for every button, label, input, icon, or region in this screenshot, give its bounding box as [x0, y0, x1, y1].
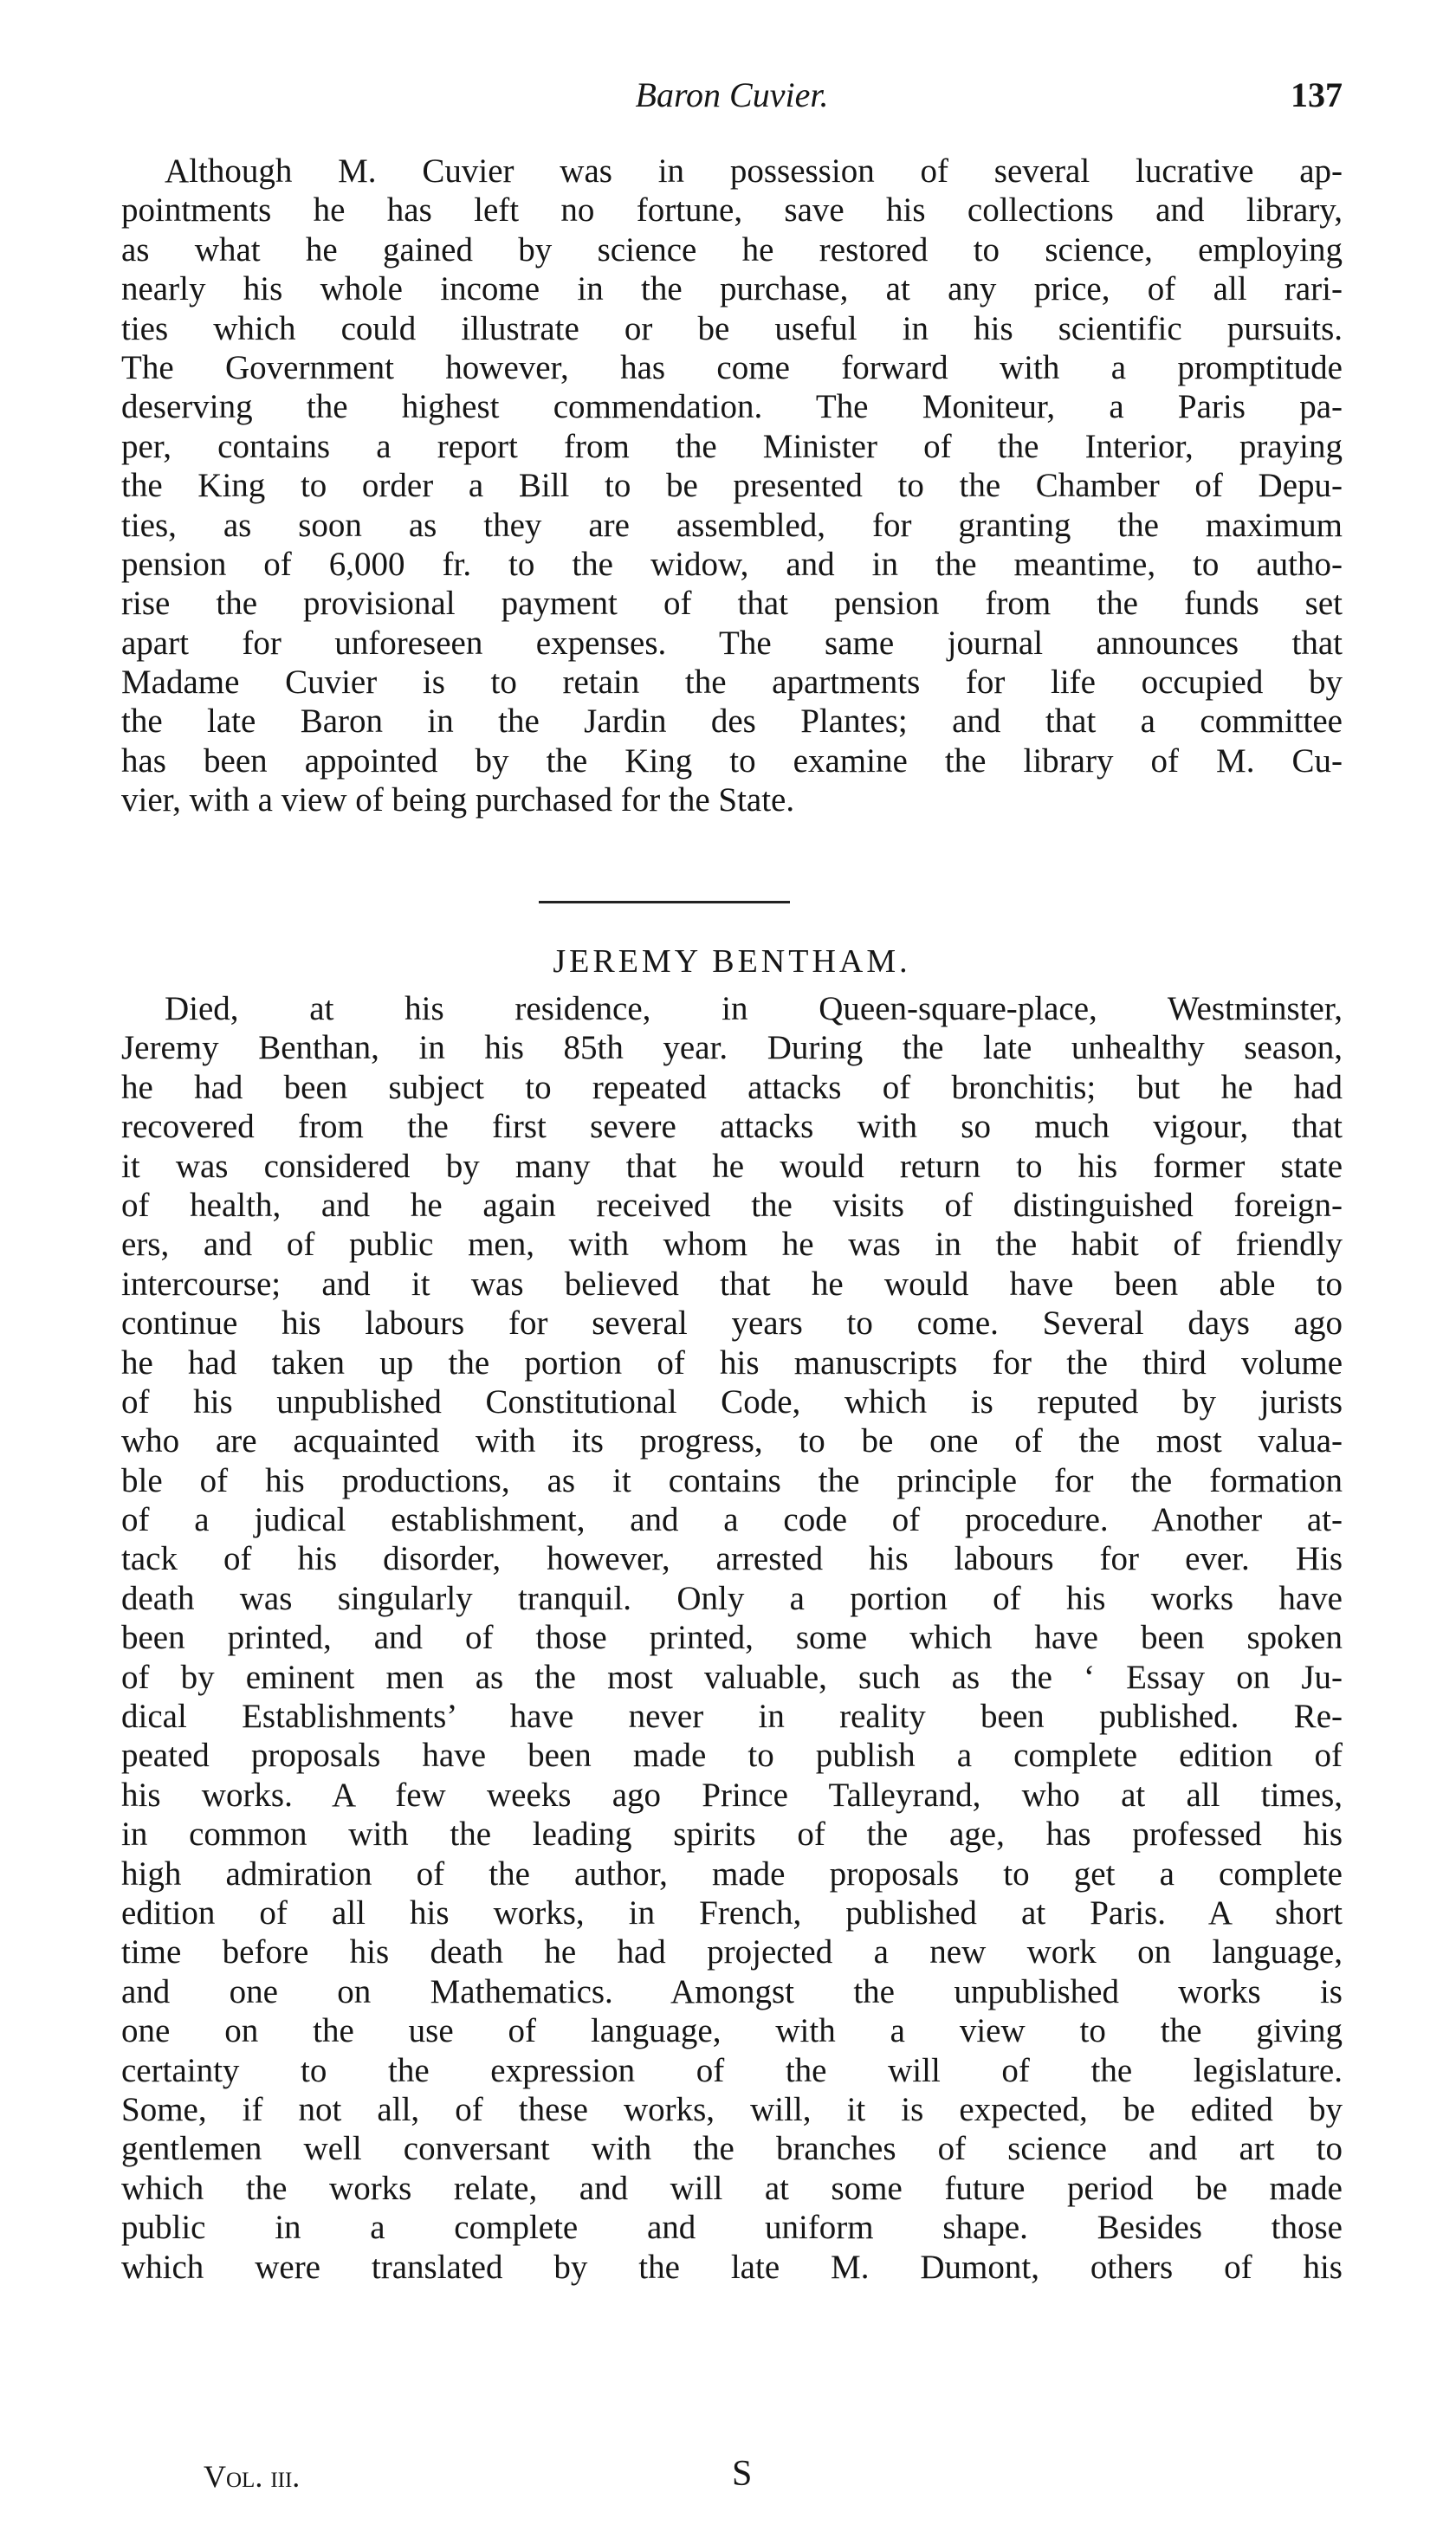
text-line: nearly his whole income in the purchase, at any price, of all rari-: [121, 270, 1343, 308]
cuvier-paragraph: [121, 152, 1343, 820]
text-line: rise the provisional payment of that pension from the funds set: [121, 585, 1343, 623]
text-line: death was singularly tranquil. Only a portion of his works have: [121, 1579, 1343, 1617]
text-line: Although M. Cuvier was in possession of several lucrative ap-: [165, 152, 1343, 190]
text-line: certainty to the expression of the will of the legislature.: [121, 2051, 1343, 2089]
text-line: recovered from the first severe attacks with so much vigour, that: [121, 1108, 1343, 1146]
text-line: and one on Mathematics. Amongst the unpublished works is: [121, 1972, 1343, 2010]
text-line: Some, if not all, of these works, will, it is expected, be edited by: [121, 2090, 1343, 2128]
signature-mark: S: [732, 2454, 753, 2494]
section-heading: JEREMY BENTHAM.: [553, 943, 911, 980]
page-number: 137: [1291, 75, 1343, 114]
text-line: pointments he has left no fortune, save his collections and library,: [121, 191, 1343, 230]
text-line: who are acquainted with its progress, to be one of the most valua-: [121, 1422, 1343, 1460]
volume-label: Vol. iii.: [204, 2459, 301, 2494]
text-line: dical Establishments’ have never in reality been published. Re-: [121, 1698, 1343, 1736]
running-title: Baron Cuvier.: [635, 75, 829, 114]
text-line: Madame Cuvier is to retain the apartments for life occupied by: [121, 664, 1343, 702]
text-line: ties, as soon as they are assembled, for granting the maximum: [121, 506, 1343, 544]
text-line: it was considered by many that he would return to his former state: [121, 1147, 1343, 1185]
text-line: which the works relate, and will at some future period be made: [121, 2169, 1343, 2207]
text-line: his works. A few weeks ago Prince Talleyrand, who at all times,: [121, 1776, 1343, 1814]
text-line: in common with the leading spirits of the age, has professed his: [121, 1816, 1343, 1854]
text-line: The Government however, has come forward with a promptitude: [121, 348, 1343, 386]
text-line: Jeremy Benthan, in his 85th year. During the late unhealthy season,: [121, 1029, 1343, 1067]
text-line: been printed, and of those printed, some which have been spoken: [121, 1619, 1343, 1657]
text-line: pension of 6,000 fr. to the widow, and in the meantime, to autho-: [121, 545, 1343, 583]
text-line: continue his labours for several years to come. Several days ago: [121, 1304, 1343, 1343]
text-line: the late Baron in the Jardin des Plantes; and that a committee: [121, 702, 1343, 741]
text-line: deserving the highest commendation. The Moniteur, a Paris pa-: [121, 388, 1343, 426]
bentham-paragraph: [121, 989, 1343, 2287]
text-line: peated proposals have been made to publish a complete edition of: [121, 1737, 1343, 1775]
text-line: of health, and he again received the visits of distinguished foreign-: [121, 1186, 1343, 1224]
text-line: as what he gained by science he restored to science, employing: [121, 230, 1343, 269]
text-line: high admiration of the author, made proposals to get a complete: [121, 1855, 1343, 1893]
text-line: per, contains a report from the Minister of the Interior, praying: [121, 427, 1343, 465]
text-line: Died, at his residence, in Queen-square-place, Westminster,: [165, 990, 1343, 1027]
text-line: apart for unforeseen expenses. The same journal announces that: [121, 624, 1343, 662]
text-line: of by eminent men as the most valuable, such as the ‘ Essay on Ju-: [121, 1658, 1343, 1696]
text-line: public in a complete and uniform shape. Besides those: [121, 2209, 1343, 2247]
text-line: the King to order a Bill to be presented to the Chamber of Depu-: [121, 467, 1343, 505]
text-line: vier, with a view of being purchased for the State.: [121, 781, 795, 819]
text-line: ers, and of public men, with whom he was in the habit of friendly: [121, 1226, 1343, 1264]
text-line: edition of all his works, in French, published at Paris. A short: [121, 1893, 1343, 1932]
text-line: ties which could illustrate or be useful in his scientific pursuits.: [121, 309, 1343, 347]
text-line: has been appointed by the King to examine the library of M. Cu-: [121, 741, 1343, 780]
text-line: gentlemen well conversant with the branches of science and art to: [121, 2130, 1343, 2168]
text-line: time before his death he had projected a new work on language,: [121, 1933, 1343, 1971]
text-line: he had taken up the portion of his manuscripts for the third volume: [121, 1343, 1343, 1382]
text-line: he had been subject to repeated attacks of bronchitis; but he had: [121, 1068, 1343, 1106]
text-line: of a judical establishment, and a code of procedure. Another at-: [121, 1501, 1343, 1539]
text-line: which were translated by the late M. Dumont, others of his: [121, 2248, 1343, 2286]
text-line: of his unpublished Constitutional Code, which is reputed by jurists: [121, 1382, 1343, 1421]
text-line: one on the use of language, with a view to the giving: [121, 2012, 1343, 2050]
text-line: intercourse; and it was believed that he would have been able to: [121, 1265, 1343, 1303]
text-line: tack of his disorder, however, arrested his labours for ever. His: [121, 1540, 1343, 1578]
text-line: ble of his productions, as it contains the principle for the formation: [121, 1461, 1343, 1499]
running-head: [121, 69, 1343, 121]
section-divider: [539, 901, 790, 903]
page-footer: [121, 2454, 1343, 2507]
